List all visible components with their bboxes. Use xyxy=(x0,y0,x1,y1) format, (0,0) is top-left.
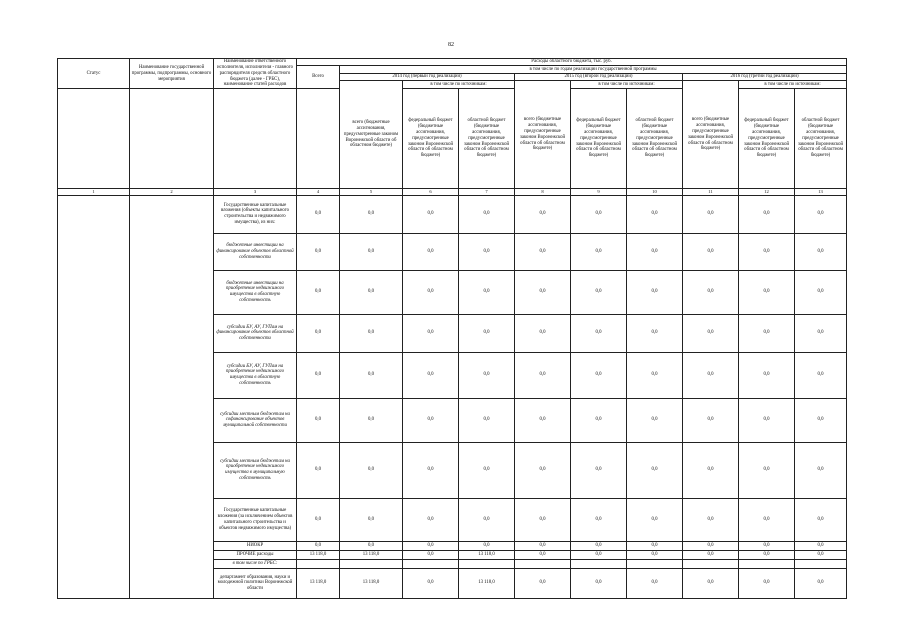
value-cell: 13 118,0 xyxy=(297,568,340,598)
value-cell: 0,0 xyxy=(739,233,795,270)
total-header: Всего xyxy=(297,66,340,89)
col-number: 5 xyxy=(340,189,403,196)
value-cell: 0,0 xyxy=(571,498,627,541)
value-cell: 0,0 xyxy=(515,195,571,233)
value-cell: 0,0 xyxy=(459,541,515,550)
y3-regional-header: областной бюджет (бюджетные ассигнования, предусмотренные законом Воронежской области об областном бюджете) xyxy=(795,89,847,189)
col-number: 4 xyxy=(297,189,340,196)
value-cell: 0,0 xyxy=(403,270,459,314)
value-cell: 13 118,0 xyxy=(340,568,403,598)
row-label: в том числе по ГРБС: xyxy=(214,559,297,568)
col-number: 8 xyxy=(515,189,571,196)
value-cell: 0,0 xyxy=(515,550,571,559)
value-cell: 0,0 xyxy=(571,270,627,314)
value-cell: 13 118,0 xyxy=(297,550,340,559)
col-number: 12 xyxy=(739,189,795,196)
value-cell: 0,0 xyxy=(683,398,739,442)
value-cell: 0,0 xyxy=(340,270,403,314)
value-cell: 0,0 xyxy=(571,541,627,550)
row-label: Государственные капитальные вложения (за исключением объектов капитального строительства и объектов недвижимого имущества) xyxy=(214,498,297,541)
value-cell: 0,0 xyxy=(795,352,847,398)
value-cell: 13 118,0 xyxy=(459,568,515,598)
value-cell: 0,0 xyxy=(340,352,403,398)
value-cell: 0,0 xyxy=(627,352,683,398)
value-cell: 0,0 xyxy=(683,550,739,559)
value-cell: 0,0 xyxy=(627,550,683,559)
y3-federal-header: федеральный бюджет (бюджетные ассигнования, предусмотренные законом Воронежской области об областном бюджете) xyxy=(739,89,795,189)
year-2016-header: 2016 год (третий год реализации) xyxy=(683,74,847,81)
value-cell: 0,0 xyxy=(515,233,571,270)
status-cell xyxy=(58,195,130,598)
value-cell: 0,0 xyxy=(403,195,459,233)
col-number: 11 xyxy=(683,189,739,196)
table-row xyxy=(58,195,847,233)
program-name-cell xyxy=(130,195,214,598)
value-cell: 0,0 xyxy=(297,442,340,498)
value-cell: 0,0 xyxy=(459,352,515,398)
row-label: бюджетные инвестиции на приобретение недвижимого имущества в областную собственность xyxy=(214,270,297,314)
value-cell: 0,0 xyxy=(403,233,459,270)
value-cell: 0,0 xyxy=(571,442,627,498)
value-cell: 0,0 xyxy=(571,314,627,352)
value-cell: 0,0 xyxy=(571,233,627,270)
col-number: 2 xyxy=(130,189,214,196)
value-cell: 0,0 xyxy=(627,233,683,270)
value-cell: 0,0 xyxy=(739,398,795,442)
value-cell: 0,0 xyxy=(340,498,403,541)
row-label: департамент образования, науки и молодежной политики Воронежской области xyxy=(214,568,297,598)
value-cell: 0,0 xyxy=(459,398,515,442)
value-cell: 0,0 xyxy=(795,398,847,442)
status-header: Статус xyxy=(58,59,130,89)
value-cell: 0,0 xyxy=(340,314,403,352)
col-number: 7 xyxy=(459,189,515,196)
y1-regional-header: областной бюджет (бюджетные ассигнования, предусмотренные законом Воронежской области об областном бюджете) xyxy=(459,89,515,189)
col-number: 1 xyxy=(58,189,130,196)
year-2015-header: 2015 год (второй год реализации) xyxy=(515,74,683,81)
value-cell: 0,0 xyxy=(795,270,847,314)
col-number: 6 xyxy=(403,189,459,196)
value-cell: 0,0 xyxy=(459,442,515,498)
y3-all-header: всего (бюджетные ассигнования, предусмотренные законом Воронежской области об областном бюджете) xyxy=(683,81,739,189)
value-cell: 0,0 xyxy=(459,270,515,314)
value-cell: 0,0 xyxy=(297,541,340,550)
row-label: субсидии БУ, АУ, ГУПам на финансирование объектов областной собственности xyxy=(214,314,297,352)
row-label: субсидии БУ, АУ, ГУПам на приобретение недвижимого имущества в областную собственность xyxy=(214,352,297,398)
value-cell: 0,0 xyxy=(795,498,847,541)
value-cell: 0,0 xyxy=(515,398,571,442)
value-cell: 0,0 xyxy=(795,568,847,598)
row-label: НИОКР xyxy=(214,541,297,550)
y2-regional-header: областной бюджет (бюджетные ассигнования, предусмотренные законом Воронежской области об областном бюджете) xyxy=(627,89,683,189)
value-cell: 0,0 xyxy=(739,270,795,314)
y1-federal-header: федеральный бюджет (бюджетные ассигнования, предусмотренные законом Воронежской области об областном бюджете) xyxy=(403,89,459,189)
row-label: ПРОЧИЕ расходы xyxy=(214,550,297,559)
value-cell: 0,0 xyxy=(297,270,340,314)
value-cell: 0,0 xyxy=(403,550,459,559)
value-cell: 0,0 xyxy=(739,550,795,559)
value-cell: 0,0 xyxy=(627,195,683,233)
by-years-header: в том числе по годам реализации государственной программы xyxy=(340,66,847,74)
value-cell: 0,0 xyxy=(739,195,795,233)
value-cell: 0,0 xyxy=(515,442,571,498)
value-cell: 0,0 xyxy=(627,314,683,352)
y2-federal-header: федеральный бюджет (бюджетные ассигнования, предусмотренные законом Воронежской области об областном бюджете) xyxy=(571,89,627,189)
executor-header: Наименование ответственного исполнителя, исполнителя - главного распорядителя средств областного бюджета (далее - ГРБС), наименование статей расходов xyxy=(214,59,297,89)
value-cell: 0,0 xyxy=(340,233,403,270)
year-2014-header: 2014 год (первый год реализации) xyxy=(340,74,515,81)
value-cell: 0,0 xyxy=(403,498,459,541)
value-cell: 0,0 xyxy=(297,195,340,233)
value-cell: 0,0 xyxy=(683,498,739,541)
value-cell: 0,0 xyxy=(683,541,739,550)
value-cell: 0,0 xyxy=(627,541,683,550)
value-cell: 0,0 xyxy=(571,195,627,233)
col-number: 10 xyxy=(627,189,683,196)
page-number: 82 xyxy=(448,42,454,48)
value-cell: 0,0 xyxy=(459,195,515,233)
value-cell: 0,0 xyxy=(403,442,459,498)
value-cell: 0,0 xyxy=(297,398,340,442)
value-cell: 0,0 xyxy=(515,498,571,541)
col-number: 9 xyxy=(571,189,627,196)
value-cell: 0,0 xyxy=(297,352,340,398)
value-cell: 0,0 xyxy=(683,352,739,398)
y3-sources-header: в том числе по источникам: xyxy=(739,81,847,89)
value-cell: 0,0 xyxy=(459,233,515,270)
value-cell: 0,0 xyxy=(739,498,795,541)
value-cell: 0,0 xyxy=(739,541,795,550)
row-label: бюджетные инвестиции на финансирование объектов областной собственности xyxy=(214,233,297,270)
row-label: субсидии местным бюджетам на софинансирование объектов муниципальной собственности xyxy=(214,398,297,442)
value-cell: 0,0 xyxy=(683,442,739,498)
expenses-header: Расходы областного бюджета, тыс. руб. xyxy=(297,59,847,66)
value-cell: 0,0 xyxy=(340,195,403,233)
value-cell: 0,0 xyxy=(683,314,739,352)
value-cell: 0,0 xyxy=(627,270,683,314)
value-cell: 0,0 xyxy=(739,442,795,498)
value-cell: 0,0 xyxy=(683,195,739,233)
value-cell: 0,0 xyxy=(795,550,847,559)
value-cell: 0,0 xyxy=(403,398,459,442)
column-numbers-row xyxy=(58,189,847,196)
value-cell: 0,0 xyxy=(297,498,340,541)
value-cell: 0,0 xyxy=(297,314,340,352)
value-cell: 0,0 xyxy=(571,352,627,398)
value-cell: 0,0 xyxy=(515,352,571,398)
value-cell: 0,0 xyxy=(297,233,340,270)
value-cell: 0,0 xyxy=(515,270,571,314)
value-cell: 0,0 xyxy=(403,568,459,598)
value-cell: 0,0 xyxy=(403,314,459,352)
value-cell: 0,0 xyxy=(571,550,627,559)
value-cell: 0,0 xyxy=(739,568,795,598)
value-cell: 0,0 xyxy=(515,541,571,550)
value-cell: 0,0 xyxy=(739,314,795,352)
row-label: Государственные капитальные вложения (объекты капитального строительства и недвижимого имущества), из них: xyxy=(214,195,297,233)
value-cell: 0,0 xyxy=(795,195,847,233)
col-number: 13 xyxy=(795,189,847,196)
value-cell: 0,0 xyxy=(795,233,847,270)
value-cell: 13 118,0 xyxy=(340,550,403,559)
y1-all-header: всего (бюджетные ассигнования, предусмотренные законом Воронежской области об областном бюджете) xyxy=(340,81,403,189)
value-cell: 0,0 xyxy=(340,442,403,498)
value-cell: 0,0 xyxy=(571,398,627,442)
value-cell: 0,0 xyxy=(403,352,459,398)
value-cell: 0,0 xyxy=(627,442,683,498)
value-cell: 0,0 xyxy=(340,541,403,550)
value-cell: 0,0 xyxy=(403,541,459,550)
value-cell: 0,0 xyxy=(340,398,403,442)
value-cell: 0,0 xyxy=(795,541,847,550)
value-cell: 0,0 xyxy=(515,568,571,598)
value-cell: 0,0 xyxy=(683,270,739,314)
value-cell: 0,0 xyxy=(627,398,683,442)
value-cell: 0,0 xyxy=(627,568,683,598)
value-cell: 0,0 xyxy=(739,352,795,398)
value-cell: 0,0 xyxy=(459,314,515,352)
value-cell: 0,0 xyxy=(795,314,847,352)
y2-sources-header: в том числе по источникам: xyxy=(571,81,683,89)
budget-table xyxy=(57,58,847,599)
value-cell: 0,0 xyxy=(795,442,847,498)
y1-sources-header: в том числе по источникам: xyxy=(403,81,515,89)
value-cell: 0,0 xyxy=(459,498,515,541)
value-cell: 0,0 xyxy=(515,314,571,352)
y2-all-header: всего (бюджетные ассигнования, предусмотренные законом Воронежской области об областном бюджете) xyxy=(515,81,571,189)
value-cell: 13 118,0 xyxy=(459,550,515,559)
value-cell: 0,0 xyxy=(571,568,627,598)
value-cell: 0,0 xyxy=(627,498,683,541)
col-number: 3 xyxy=(214,189,297,196)
value-cell: 0,0 xyxy=(683,568,739,598)
row-label: субсидии местным бюджетам на приобретение недвижимого имущества в муниципальную собственность xyxy=(214,442,297,498)
value-cell: 0,0 xyxy=(683,233,739,270)
program-name-header: Наименование государственной программы, подпрограммы, основного мероприятия xyxy=(130,59,214,89)
